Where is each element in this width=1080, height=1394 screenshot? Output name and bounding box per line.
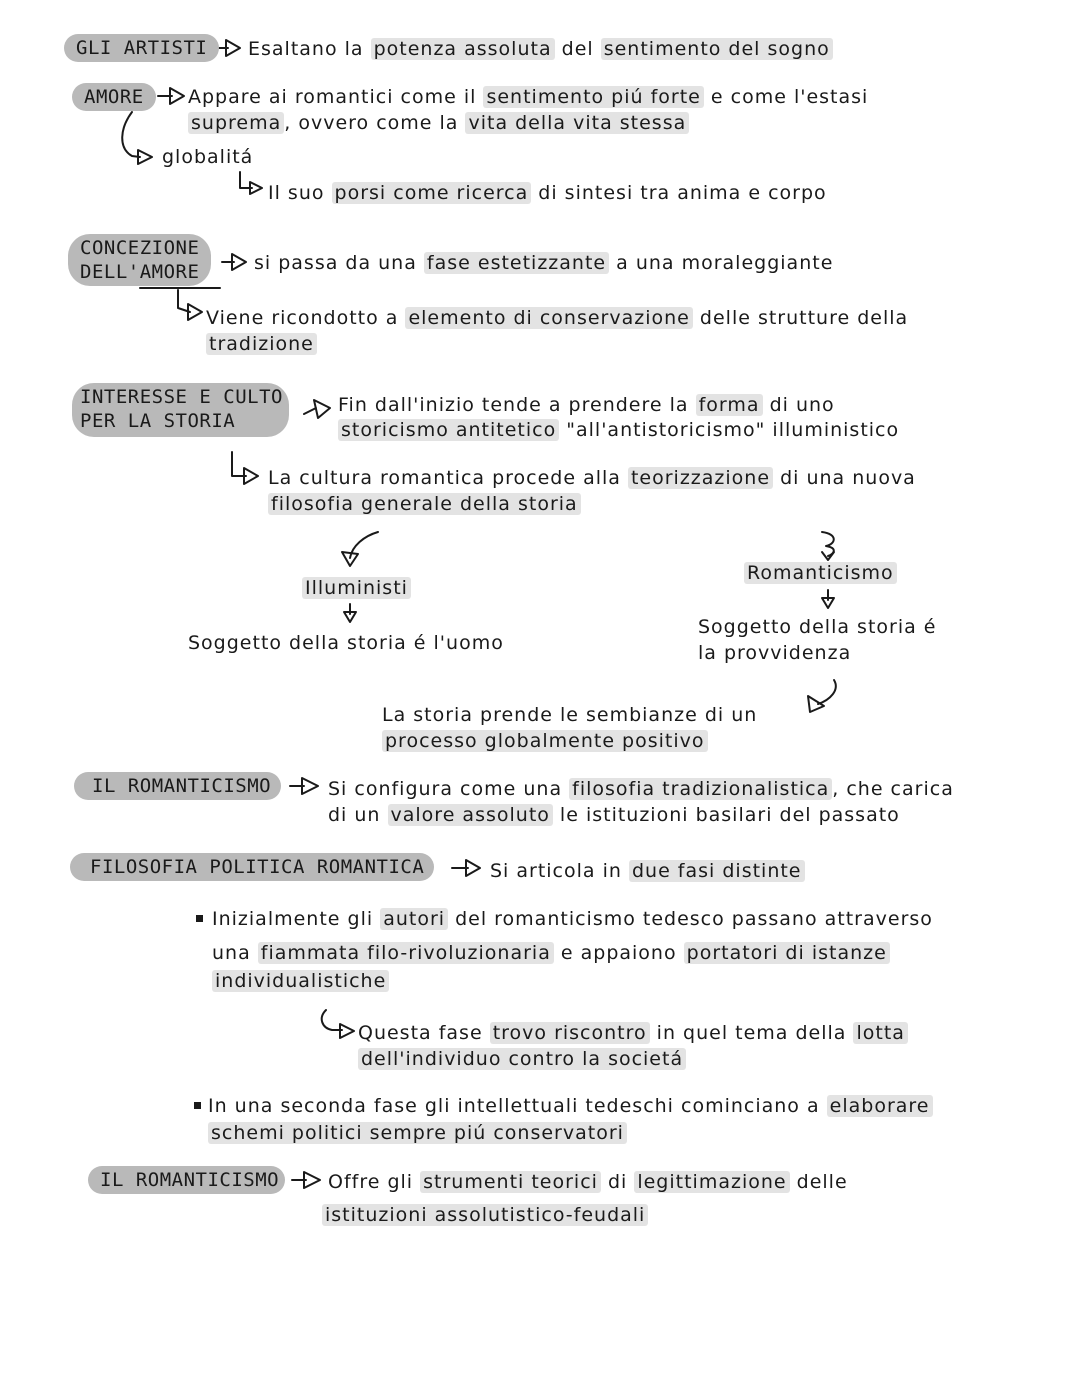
curve-arrow-icon: [178, 290, 202, 320]
fase1-sub-line-2: dell'individuo contro la societá: [358, 1046, 686, 1072]
tag-interesse-storia: INTERESSE E CULTO PER LA STORIA: [72, 383, 289, 437]
arrow-icon: [222, 254, 246, 270]
romanticismo-soggetto-line-1: Soggetto della storia é: [698, 616, 937, 638]
curve-arrow-icon: [822, 532, 834, 560]
tag-gli-artisti: GLI ARTISTI: [64, 34, 219, 62]
amore-globalita: globalitá: [162, 146, 254, 168]
curve-arrow-icon: [342, 532, 378, 566]
arrow-icon: [304, 400, 330, 418]
tag-il-romanticismo-2: IL ROMANTICISMO: [88, 1166, 285, 1194]
arrow-icon: [290, 778, 318, 794]
fase1-line-1: Inizialmente gli autori del romanticismo tedesco passano attraverso: [212, 908, 933, 930]
tag-amore: AMORE: [72, 83, 156, 111]
amore-sub-text: Il suo porsi come ricerca di sintesi tra anima e corpo: [268, 182, 827, 204]
arrow-icon: [292, 1172, 320, 1188]
romanticismo1-line-1: Si configura come una filosofia tradizionalistica , che carica: [328, 778, 954, 800]
arrow-icon: [822, 590, 834, 608]
fase2-line-2: schemi politici sempre piú conservatori: [208, 1120, 627, 1146]
amore-line-2: suprema , ovvero come la vita della vita stessa: [188, 110, 689, 136]
storia-line-2: storicismo antitetico "all'antistoricismo" illuministico: [338, 417, 899, 443]
curve-arrow-icon: [808, 680, 836, 712]
storia-sub-line-1: La cultura romantica procede alla teorizzazione di una nuova: [268, 467, 916, 489]
concezione-sub-line-1: Viene ricondotto a elemento di conservazione delle strutture della: [206, 307, 909, 329]
bullet-icon: [194, 1102, 201, 1109]
bullet-icon: [196, 915, 203, 922]
fase1-sub-line-1: Questa fase trovo riscontro in quel tema della lotta: [358, 1020, 908, 1046]
concezione-sub-line-2: tradizione: [206, 331, 317, 357]
tag-filosofia-politica: FILOSOFIA POLITICA ROMANTICA: [70, 853, 434, 881]
arrow-icon: [344, 604, 356, 622]
concezione-text: si passa da una fase estetizzante a una moraleggiante: [254, 252, 834, 274]
curve-arrow-icon: [232, 452, 258, 484]
processo-line-2: processo globalmente positivo: [382, 728, 708, 754]
romanticismo2-line-2: istituzioni assolutistico-feudali: [322, 1202, 648, 1228]
curve-arrow-icon: [122, 112, 152, 164]
storia-sub-line-2: filosofia generale della storia: [268, 491, 581, 517]
label-romanticismo: Romanticismo: [744, 560, 897, 586]
fase1-line-3: individualistiche: [212, 968, 389, 994]
arrow-icon: [452, 860, 480, 876]
illuministi-soggetto: Soggetto della storia é l'uomo: [188, 632, 504, 654]
curve-arrow-icon: [322, 1010, 354, 1038]
processo-line-1: La storia prende le sembianze di un: [382, 704, 758, 726]
curve-arrow-icon: [240, 172, 262, 194]
romanticismo-soggetto-line-2: la provvidenza: [698, 642, 852, 664]
tag-il-romanticismo: IL ROMANTICISMO: [74, 772, 281, 800]
filosofia-text: Si articola in due fasi distinte: [490, 858, 805, 884]
fase2-line-1: In una seconda fase gli intellettuali tedeschi cominciano a elaborare: [208, 1093, 933, 1119]
romanticismo2-line-1: Offre gli strumenti teorici di legittimazione delle: [328, 1171, 848, 1193]
tag-concezione-amore: CONCEZIONE DELL'AMORE: [68, 234, 211, 286]
romanticismo1-line-2: di un valore assoluto le istituzioni basilari del passato: [328, 804, 900, 826]
fase1-line-2: una fiammata filo-rivoluzionaria e appaiono portatori di istanze: [212, 940, 890, 966]
artisti-text: Esaltano la potenza assoluta del sentimento del sogno: [248, 36, 833, 62]
storia-line-1: Fin dall'inizio tende a prendere la forma di uno: [338, 394, 835, 416]
label-illuministi: Illuministi: [302, 575, 411, 601]
arrow-icon: [158, 88, 184, 104]
amore-line-1: Appare ai romantici come il sentimento piú forte e come l'estasi: [188, 86, 869, 108]
